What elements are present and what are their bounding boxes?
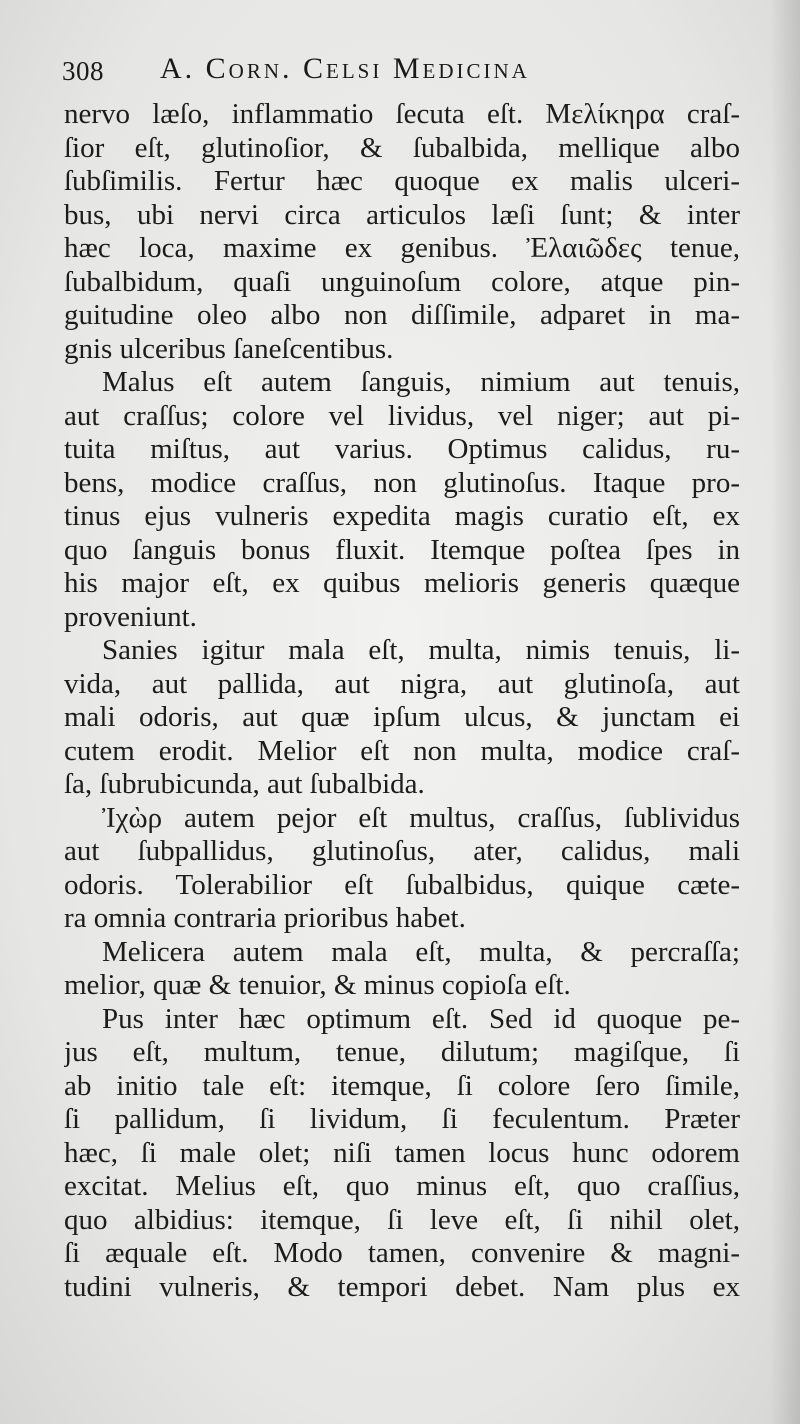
text-line: his major eſt, ex quibus melioris generis quæque [64,567,740,599]
running-head: A. Corn. Celsi Medicina [160,52,530,85]
text-line: ſubalbidum, quaſi unguinoſum colore, atque pin- [64,265,740,298]
text-line: ra omnia contraria prioribus habet. [64,902,466,934]
text-line: melior, quæ & tenuior, & minus copioſa eſt. [64,969,571,1001]
paragraph-start-line: Malus eſt autem ſanguis, nimium aut tenuis, [102,366,740,398]
text-line: guitudine oleo albo non diſſimile, adparet in ma- [64,299,740,331]
text-line: excitat. Melius eſt, quo minus eſt, quo craſſius, [64,1170,740,1202]
text-line: quo ſanguis bonus fluxit. Itemque poſtea ſpes in [64,533,740,566]
text-line: tudini vulneris, & tempori debet. Nam plus ex [64,1270,740,1303]
text-line: jus eſt, multum, tenue, dilutum; magiſque, ſi [64,1036,740,1068]
body-text [64,98,740,1304]
page-number: 308 [62,56,104,86]
text-line: bus, ubi nervi circa articulos læſi ſunt; & inter [64,198,740,231]
spine-shadow [770,0,800,1424]
text-line: ſubſimilis. Fertur hæc quoque ex malis ulceri- [64,165,740,197]
text-line: hæc, ſi male olet; niſi tamen locus hunc odorem [64,1136,740,1169]
text-line: tinus ejus vulneris expedita magis curatio eſt, ex [64,500,740,532]
text-line: aut craſſus; colore vel lividus, vel niger; aut pi- [64,399,740,432]
text-line: nervo læſo, inflammatio ſecuta eſt. Μελίκηρα craſ- [64,98,740,130]
text-line: aut ſubpallidus, glutinoſus, ater, calidus, mali [64,835,740,867]
text-line: ſior eſt, glutinoſior, & ſubalbida, mellique albo [64,131,740,164]
text-line: quo albidius: itemque, ſi leve eſt, ſi nihil olet, [64,1203,740,1236]
text-line: hæc loca, maxime ex genibus. Ἐλαιῶδες tenue, [64,232,740,264]
text-line: proveniunt. [64,600,197,633]
text-line: vida, aut pallida, aut nigra, aut glutinoſa, aut [64,667,740,700]
text-line: mali odoris, aut quæ ipſum ulcus, & junctam ei [64,701,740,733]
text-line: ab initio tale eſt: itemque, ſi colore ſero ſimile, [64,1069,740,1102]
text-line: bens, modice craſſus, non glutinoſus. Itaque pro- [64,466,740,499]
paragraph-start-line: Melicera autem mala eſt, multa, & percraſſa; [102,935,740,968]
text-line: cutem erodit. Melior eſt non multa, modice craſ- [64,734,740,767]
text-line: tuita miſtus, aut varius. Optimus calidus, ru- [64,433,740,465]
text-line: ſi pallidum, ſi lividum, ſi feculentum. Præter [64,1103,740,1135]
text-line: ſi æquale eſt. Modo tamen, convenire & magni- [64,1237,740,1269]
text-line: ſa, ſubrubicunda, aut ſubalbida. [64,768,425,800]
text-line: odoris. Tolerabilior eſt ſubalbidus, quique cæte- [64,868,740,901]
paragraph-start-line: Pus inter hæc optimum eſt. Sed id quoque pe- [102,1002,740,1035]
paragraph-start-line: Ἰχὼρ autem pejor eſt multus, craſſus, ſublividus [102,801,740,834]
text-line: gnis ulceribus ſaneſcentibus. [64,332,394,365]
page-header [62,52,742,98]
paragraph-start-line: Sanies igitur mala eſt, multa, nimis tenuis, li- [102,634,740,666]
